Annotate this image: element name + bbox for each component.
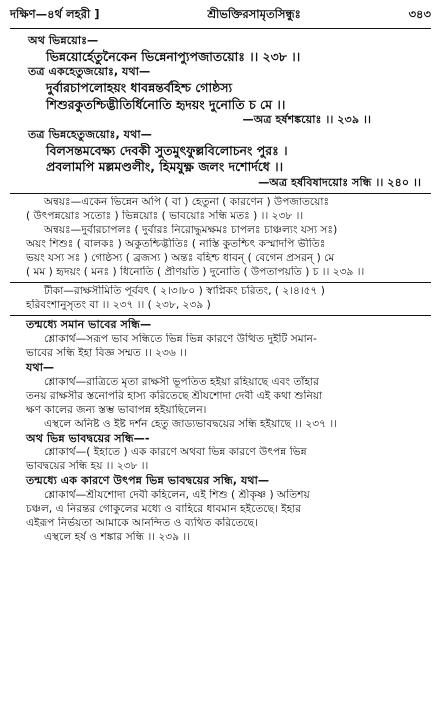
chapter-label: দক্ষিণ—৪র্থ লহরী ] — [10, 7, 100, 21]
anvaya-line: অন্বয়ঃ—একেন ভিন্নেন অপি ( বা ) হেতুনা ( কারণেন ) উপজাতয়োঃ — [44, 196, 330, 209]
verse-line: শিশুরকুতশ্চিদ্ভীতির্ধিনোতি হৃদয়ং দুনোতি চ মে ।। — [46, 96, 286, 112]
tika-section — [10, 285, 431, 313]
section-divider — [10, 193, 431, 194]
commentary-line: ভাবের সন্ধি ইহা বিজ্ঞ সম্মত ।। ২৩৬ ।। — [26, 346, 187, 359]
verse-heading: অথ ভিন্নয়োঃ— — [28, 34, 99, 47]
commentary-line: এইরূপ নির্ভয়তা আমাকে আনন্দিত ও ব্যথিত করিতেছে। — [26, 516, 258, 529]
commentary-line: চঞ্চল, এ নিরন্তর গোকুলের মধ্যে ও বাহিরে ধাবমান হইতেছে। ইহার — [26, 503, 302, 515]
tika-line: টীকা—রাক্ষসীমিতি পূর্ববৎ ( ২।৩।৮০ ) স্বাপ্নিকং চরিতং, ( ২।৪।৫৭ ) — [44, 285, 325, 298]
commentary-line: তনয় রাক্ষসীর স্তনোপরি হাস্য করিতেছে শ্রীযশোদা দেবী এই কথা শুনিয়া — [26, 389, 323, 402]
section-divider — [10, 315, 431, 316]
subheading: যথা— — [26, 360, 55, 374]
verse-attribution: —অত্র হর্ষবিষাদয়োঃ সন্ধি ।। ২৪০ ।। — [258, 175, 421, 189]
anvaya-line: ( মম ) হৃদয়ং ( মনঃ ) ধিনোতি ( প্রীণয়তি ) দুনোতি ( উপতাপয়তি ) চ ।। ২৩৯ ।। — [26, 266, 365, 279]
anvaya-section — [10, 196, 431, 280]
anvaya-line: অয়ং শিশুঃ ( বালকঃ ) অকুতশ্চিদ্ভীতিঃ ( নাস্তি কুতশ্চিৎ কস্মাদপি ভীতিঃ — [26, 238, 326, 251]
verse-attribution: —অত্র হর্ষশঙ্কয়োঃ ।। ২৩৯ ।। — [242, 113, 371, 127]
commentary-line: এস্থলে হর্ষ ও শঙ্কার সন্ধি ।। ২৩৯ ।। — [44, 530, 191, 543]
book-title: শ্রীভক্তিরসামৃতসিন্ধুঃ — [207, 7, 301, 21]
tika-line: হরিবংশানুসৃতং বা ।। ২৩৭ ।। ( ২৩৮, ২৩৯ ) — [26, 299, 211, 312]
page-header — [10, 6, 431, 29]
verse-line: প্রবলামপি মল্লমণ্ডলীং, হিমযুক্ষ্ণ জলং দশোর্দধে ।। — [46, 159, 284, 175]
commentary-line: শ্লোকার্থ—( ইহাতে ) এক কারণে অথবা ভিন্ন কারণে উৎপন্ন ভিন্ন — [44, 446, 307, 459]
commentary-line: এস্থলে অনিষ্ট ও ইষ্ট দর্শন হেতু জাড্যভাবদ্বয়ের সন্ধি হইয়াছে ।। ২৩৭ ।। — [44, 417, 337, 430]
subheading: অথ ভিন্ন ভাবদ্বয়ের সন্ধি—- — [26, 431, 150, 445]
commentary-line: শ্লোকার্থ—সরূপ ভাব সন্ধিতে ভিন্ন ভিন্ন কারণে উত্থিত দুইটি সমান- — [44, 332, 317, 345]
commentary-line: শ্লোকার্থ—শ্রীযশোদা দেবী কহিলেন, এই শিশু ( শ্রীকৃষ্ণ ) অতিশয় — [44, 489, 310, 502]
anvaya-line: ভয়ং যস্য সঃ ) গোষ্ঠস্য ( ব্রজস্য ) অন্তঃ বহিশ্চ ধাবন্ ( বেগেন প্রসরন্ ) মে — [26, 252, 335, 265]
commentary-line: ক্ষণ কালের জন্য স্তম্ভ ভাবাপন্ন হইয়াছিলেন। — [26, 403, 207, 416]
commentary-line: শ্লোকার্থ—রাত্রিতে মৃতা রাক্ষসী ভূপতিত হইয়া রহিয়াছে এবং তাঁহার — [44, 375, 319, 388]
verse-heading: তত্র ভিন্নহেতুজয়োঃ, যথা— — [28, 127, 152, 141]
subheading: তন্মধ্যে এক কারণে উৎপন্ন ভিন্ন ভাবদ্বয়ের সন্ধি, যথা— — [26, 474, 270, 488]
verse-line: দুর্বারচাপলোহয়ং ধাবন্নন্তর্বহিশ্চ গোষ্ঠস্য — [46, 80, 233, 96]
anvaya-line: অন্বয়ঃ—দুর্বারচাপলঃ ( দুর্বারঃ নিরোদ্ধুমক্ষমঃ চাপলঃ চাঞ্চল্যং যস্য সঃ) — [44, 224, 338, 237]
sanskrit-verses — [10, 34, 431, 190]
commentary-line: ভাবদ্বয়ের সন্ধি হয় ।। ২৩৮ ।। — [26, 460, 149, 473]
verse-line: ভিন্নয়োর্হেতুনৈকেন ভিন্নেনাপ্যুপজাতয়োঃ ।। ২৩৮ ।। — [46, 48, 301, 64]
bengali-commentary — [10, 318, 431, 545]
verse-heading: তত্র একহেতুজয়োঃ, যথা— — [28, 65, 151, 79]
section-divider — [10, 282, 431, 283]
anvaya-line: ( উৎপন্নয়োঃ সতোঃ ) ভিন্নয়োঃ ( ভাবয়োঃ সন্ধি মতঃ ) ।। ২৩৮ ।। — [26, 210, 304, 223]
verse-line: বিলসন্তমবেক্ষ্য দেবকী সুতমুৎফুল্লবিলোচনং পুরঃ । — [46, 142, 288, 158]
subheading: তন্মধ্যে সমান ভাবের সন্ধি— — [26, 318, 152, 332]
page-number: ৩৪৩ — [408, 7, 431, 21]
